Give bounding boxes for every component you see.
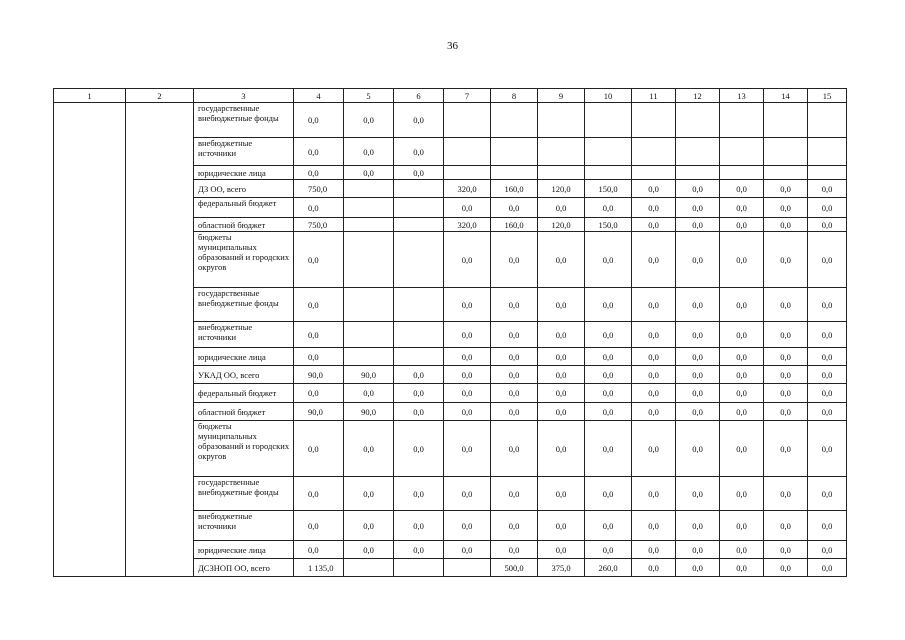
cell-value: 0,0 — [294, 348, 344, 366]
cell-value: 0,0 — [538, 421, 585, 477]
row-label: бюджеты муниципальных образований и городских округов — [194, 232, 294, 288]
row-label: бюджеты муниципальных образований и городских округов — [194, 421, 294, 477]
column-number: 12 — [676, 89, 720, 103]
cell-value: 0,0 — [394, 103, 444, 138]
cell-value: 0,0 — [808, 232, 847, 288]
cell-value: 0,0 — [585, 541, 632, 559]
cell-value: 0,0 — [294, 421, 344, 477]
cell-value: 0,0 — [294, 511, 344, 541]
cell-value: 0,0 — [676, 288, 720, 322]
column-number: 2 — [126, 89, 194, 103]
row-label: государственные внебюджетные фонды — [194, 103, 294, 138]
cell-value: 0,0 — [764, 288, 808, 322]
row-label: внебюджетные источники — [194, 138, 294, 166]
cell-col1 — [54, 103, 126, 577]
cell-value: 0,0 — [676, 198, 720, 218]
cell-value — [585, 103, 632, 138]
cell-value: 0,0 — [585, 384, 632, 403]
cell-value — [676, 103, 720, 138]
cell-value: 0,0 — [538, 403, 585, 421]
cell-value: 0,0 — [720, 218, 764, 232]
cell-value: 0,0 — [394, 166, 444, 180]
cell-value: 0,0 — [538, 541, 585, 559]
cell-value: 0,0 — [808, 366, 847, 384]
column-number: 3 — [194, 89, 294, 103]
cell-value: 0,0 — [294, 232, 344, 288]
cell-value — [394, 232, 444, 288]
cell-value — [720, 138, 764, 166]
cell-value: 0,0 — [632, 180, 676, 198]
cell-value: 0,0 — [632, 322, 676, 348]
cell-value — [344, 218, 394, 232]
cell-value: 0,0 — [808, 218, 847, 232]
column-number: 8 — [491, 89, 538, 103]
cell-value: 0,0 — [491, 541, 538, 559]
cell-value: 0,0 — [585, 348, 632, 366]
cell-value: 0,0 — [764, 477, 808, 511]
row-label: внебюджетные источники — [194, 322, 294, 348]
cell-value: 0,0 — [676, 366, 720, 384]
cell-value: 0,0 — [394, 366, 444, 384]
cell-value — [585, 138, 632, 166]
cell-value: 0,0 — [808, 477, 847, 511]
cell-value: 0,0 — [444, 384, 491, 403]
cell-value: 0,0 — [585, 477, 632, 511]
cell-value: 0,0 — [720, 180, 764, 198]
table-row — [54, 103, 847, 138]
cell-value: 0,0 — [808, 559, 847, 577]
cell-value — [394, 198, 444, 218]
cell-value — [538, 138, 585, 166]
cell-value: 0,0 — [538, 477, 585, 511]
cell-value: 0,0 — [764, 180, 808, 198]
column-number: 10 — [585, 89, 632, 103]
cell-value: 0,0 — [585, 322, 632, 348]
cell-value: 0,0 — [491, 198, 538, 218]
cell-value — [808, 166, 847, 180]
cell-value: 0,0 — [720, 559, 764, 577]
cell-value: 0,0 — [632, 559, 676, 577]
cell-value: 260,0 — [585, 559, 632, 577]
cell-value: 0,0 — [491, 288, 538, 322]
cell-value: 0,0 — [808, 421, 847, 477]
cell-value: 0,0 — [585, 198, 632, 218]
cell-value: 0,0 — [394, 403, 444, 421]
cell-value: 0,0 — [394, 511, 444, 541]
column-number: 4 — [294, 89, 344, 103]
cell-value: 0,0 — [720, 288, 764, 322]
cell-value: 0,0 — [294, 288, 344, 322]
cell-value: 0,0 — [632, 541, 676, 559]
cell-value: 0,0 — [491, 322, 538, 348]
cell-value — [394, 559, 444, 577]
cell-value: 0,0 — [491, 384, 538, 403]
cell-value: 0,0 — [764, 403, 808, 421]
cell-value — [491, 103, 538, 138]
cell-value — [344, 180, 394, 198]
cell-value — [444, 559, 491, 577]
cell-value: 750,0 — [294, 218, 344, 232]
cell-value: 0,0 — [808, 322, 847, 348]
cell-value — [676, 138, 720, 166]
cell-value: 0,0 — [764, 541, 808, 559]
cell-value: 0,0 — [720, 198, 764, 218]
budget-table — [53, 88, 847, 577]
cell-value — [344, 288, 394, 322]
cell-value — [720, 103, 764, 138]
cell-value — [394, 218, 444, 232]
cell-value: 0,0 — [394, 384, 444, 403]
cell-value: 0,0 — [344, 166, 394, 180]
cell-value: 0,0 — [764, 511, 808, 541]
cell-value: 0,0 — [720, 232, 764, 288]
cell-value: 0,0 — [764, 198, 808, 218]
cell-value: 0,0 — [294, 384, 344, 403]
row-label: федеральный бюджет — [194, 198, 294, 218]
cell-value: 0,0 — [676, 322, 720, 348]
cell-value: 0,0 — [676, 541, 720, 559]
cell-value: 0,0 — [632, 198, 676, 218]
cell-value: 0,0 — [585, 511, 632, 541]
cell-value: 0,0 — [444, 477, 491, 511]
row-label: внебюджетные источники — [194, 511, 294, 541]
cell-value: 0,0 — [444, 511, 491, 541]
column-number: 1 — [54, 89, 126, 103]
cell-value: 0,0 — [394, 541, 444, 559]
cell-value: 0,0 — [808, 198, 847, 218]
row-label: ДЗ ОО, всего — [194, 180, 294, 198]
cell-value: 0,0 — [491, 511, 538, 541]
cell-value: 0,0 — [720, 384, 764, 403]
cell-value: 0,0 — [344, 138, 394, 166]
cell-value: 0,0 — [764, 232, 808, 288]
cell-value: 0,0 — [444, 288, 491, 322]
row-label: юридические лица — [194, 541, 294, 559]
cell-value: 0,0 — [294, 322, 344, 348]
row-label: федеральный бюджет — [194, 384, 294, 403]
cell-value: 0,0 — [632, 288, 676, 322]
cell-value: 0,0 — [585, 288, 632, 322]
cell-value — [344, 348, 394, 366]
column-number-row — [54, 89, 847, 103]
cell-value: 0,0 — [632, 403, 676, 421]
cell-value: 0,0 — [585, 403, 632, 421]
cell-value: 0,0 — [444, 232, 491, 288]
cell-value: 0,0 — [344, 384, 394, 403]
cell-value: 90,0 — [344, 403, 394, 421]
cell-value: 1 135,0 — [294, 559, 344, 577]
cell-value — [720, 166, 764, 180]
cell-value: 0,0 — [676, 559, 720, 577]
cell-value — [632, 103, 676, 138]
cell-value: 0,0 — [720, 511, 764, 541]
cell-value: 0,0 — [676, 403, 720, 421]
cell-value — [632, 138, 676, 166]
cell-value — [344, 559, 394, 577]
cell-value: 0,0 — [808, 403, 847, 421]
cell-value: 90,0 — [294, 403, 344, 421]
cell-value: 0,0 — [444, 348, 491, 366]
cell-value: 0,0 — [294, 541, 344, 559]
cell-value: 0,0 — [344, 541, 394, 559]
cell-value: 0,0 — [491, 348, 538, 366]
row-label: государственные внебюджетные фонды — [194, 477, 294, 511]
cell-value: 0,0 — [632, 511, 676, 541]
column-number: 14 — [764, 89, 808, 103]
cell-value: 0,0 — [676, 232, 720, 288]
cell-value: 0,0 — [720, 403, 764, 421]
cell-value: 0,0 — [720, 421, 764, 477]
cell-value: 0,0 — [720, 366, 764, 384]
cell-value: 0,0 — [444, 403, 491, 421]
cell-value — [585, 166, 632, 180]
cell-value — [394, 348, 444, 366]
cell-value: 0,0 — [344, 511, 394, 541]
cell-value — [394, 180, 444, 198]
column-number: 11 — [632, 89, 676, 103]
cell-value: 0,0 — [676, 421, 720, 477]
cell-value: 0,0 — [676, 218, 720, 232]
cell-value — [808, 103, 847, 138]
cell-value: 0,0 — [676, 180, 720, 198]
cell-value: 0,0 — [808, 348, 847, 366]
row-label: юридические лица — [194, 166, 294, 180]
cell-value: 320,0 — [444, 180, 491, 198]
cell-value — [344, 198, 394, 218]
cell-value: 0,0 — [720, 322, 764, 348]
cell-value: 0,0 — [444, 421, 491, 477]
cell-value: 0,0 — [344, 477, 394, 511]
cell-value: 320,0 — [444, 218, 491, 232]
cell-value: 0,0 — [632, 218, 676, 232]
cell-col2 — [126, 103, 194, 577]
cell-value: 0,0 — [538, 288, 585, 322]
cell-value: 0,0 — [444, 541, 491, 559]
cell-value: 750,0 — [294, 180, 344, 198]
cell-value — [344, 232, 394, 288]
cell-value — [764, 166, 808, 180]
cell-value: 90,0 — [344, 366, 394, 384]
column-number: 9 — [538, 89, 585, 103]
cell-value: 0,0 — [808, 384, 847, 403]
row-label: юридические лица — [194, 348, 294, 366]
cell-value: 120,0 — [538, 218, 585, 232]
cell-value: 0,0 — [764, 322, 808, 348]
cell-value: 0,0 — [491, 366, 538, 384]
cell-value: 0,0 — [344, 103, 394, 138]
cell-value: 0,0 — [764, 366, 808, 384]
cell-value: 90,0 — [294, 366, 344, 384]
column-number: 15 — [808, 89, 847, 103]
cell-value: 0,0 — [585, 421, 632, 477]
cell-value: 0,0 — [676, 384, 720, 403]
cell-value: 0,0 — [632, 477, 676, 511]
cell-value: 0,0 — [294, 166, 344, 180]
cell-value: 0,0 — [632, 384, 676, 403]
cell-value: 120,0 — [538, 180, 585, 198]
cell-value — [491, 138, 538, 166]
cell-value: 0,0 — [808, 180, 847, 198]
cell-value: 0,0 — [720, 477, 764, 511]
cell-value: 150,0 — [585, 180, 632, 198]
page-number: 36 — [447, 40, 458, 52]
column-number: 6 — [394, 89, 444, 103]
cell-value: 0,0 — [632, 366, 676, 384]
cell-value — [444, 103, 491, 138]
cell-value: 0,0 — [294, 138, 344, 166]
cell-value: 0,0 — [676, 348, 720, 366]
cell-value: 0,0 — [538, 366, 585, 384]
cell-value: 500,0 — [491, 559, 538, 577]
cell-value: 0,0 — [808, 511, 847, 541]
cell-value — [538, 166, 585, 180]
cell-value: 0,0 — [444, 366, 491, 384]
cell-value: 0,0 — [764, 559, 808, 577]
row-label: областной бюджет — [194, 403, 294, 421]
cell-value — [808, 138, 847, 166]
cell-value: 0,0 — [676, 511, 720, 541]
cell-value: 0,0 — [585, 366, 632, 384]
column-number: 13 — [720, 89, 764, 103]
cell-value: 0,0 — [491, 232, 538, 288]
cell-value — [764, 103, 808, 138]
cell-value: 0,0 — [764, 384, 808, 403]
cell-value: 0,0 — [764, 218, 808, 232]
cell-value: 0,0 — [764, 421, 808, 477]
column-number: 7 — [444, 89, 491, 103]
cell-value: 0,0 — [294, 198, 344, 218]
cell-value — [764, 138, 808, 166]
cell-value: 0,0 — [538, 232, 585, 288]
row-label: УКАД ОО, всего — [194, 366, 294, 384]
cell-value: 0,0 — [444, 198, 491, 218]
cell-value: 0,0 — [632, 421, 676, 477]
cell-value — [538, 103, 585, 138]
cell-value: 0,0 — [491, 403, 538, 421]
cell-value: 0,0 — [720, 348, 764, 366]
cell-value — [676, 166, 720, 180]
cell-value: 0,0 — [538, 511, 585, 541]
cell-value: 0,0 — [294, 103, 344, 138]
cell-value: 0,0 — [294, 477, 344, 511]
cell-value — [444, 166, 491, 180]
row-label: ДСЗНОП ОО, всего — [194, 559, 294, 577]
cell-value: 0,0 — [720, 541, 764, 559]
cell-value: 0,0 — [538, 348, 585, 366]
cell-value: 0,0 — [632, 232, 676, 288]
cell-value: 0,0 — [632, 348, 676, 366]
table-body — [54, 103, 847, 577]
cell-value: 0,0 — [808, 541, 847, 559]
cell-value: 0,0 — [538, 198, 585, 218]
cell-value: 0,0 — [344, 421, 394, 477]
cell-value: 0,0 — [585, 232, 632, 288]
cell-value: 0,0 — [808, 288, 847, 322]
cell-value: 0,0 — [394, 138, 444, 166]
cell-value: 0,0 — [538, 322, 585, 348]
cell-value — [491, 166, 538, 180]
column-number: 5 — [344, 89, 394, 103]
row-label: государственные внебюджетные фонды — [194, 288, 294, 322]
cell-value: 160,0 — [491, 218, 538, 232]
cell-value: 0,0 — [394, 477, 444, 511]
cell-value: 0,0 — [394, 421, 444, 477]
cell-value — [344, 322, 394, 348]
cell-value: 0,0 — [538, 384, 585, 403]
cell-value: 150,0 — [585, 218, 632, 232]
cell-value: 0,0 — [676, 477, 720, 511]
cell-value — [444, 138, 491, 166]
cell-value: 0,0 — [491, 477, 538, 511]
cell-value — [394, 288, 444, 322]
row-label: областной бюджет — [194, 218, 294, 232]
cell-value: 160,0 — [491, 180, 538, 198]
cell-value — [394, 322, 444, 348]
cell-value: 0,0 — [491, 421, 538, 477]
cell-value: 0,0 — [444, 322, 491, 348]
cell-value: 0,0 — [764, 348, 808, 366]
cell-value: 375,0 — [538, 559, 585, 577]
cell-value — [632, 166, 676, 180]
